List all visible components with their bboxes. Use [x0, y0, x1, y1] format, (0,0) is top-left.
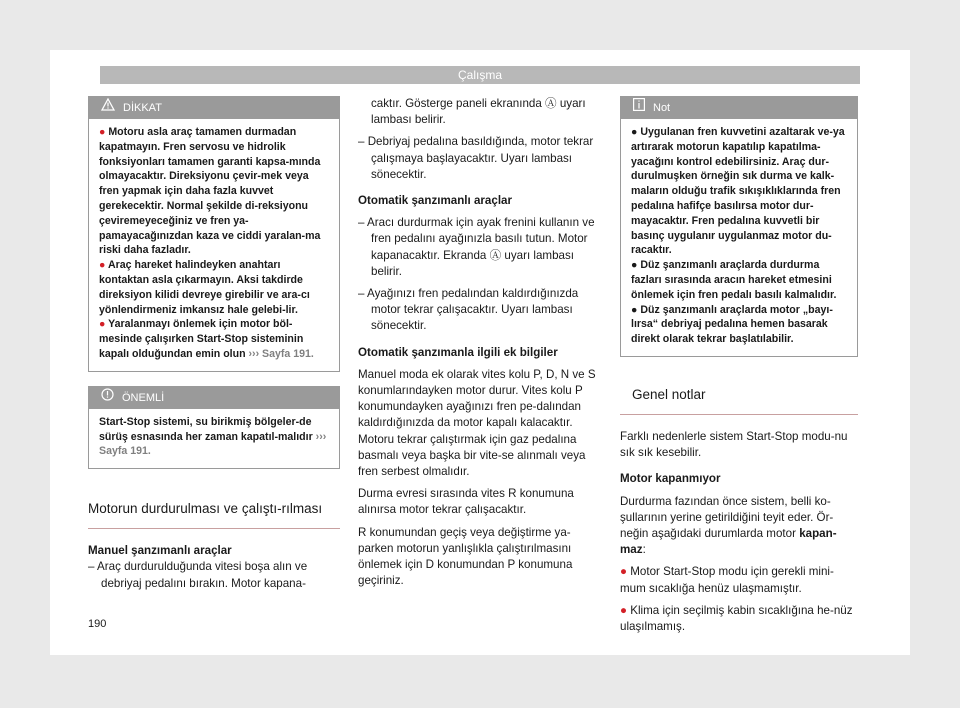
column-1	[88, 96, 340, 592]
bullet-icon: ●	[99, 126, 106, 138]
warning-item: ● Yaralanmayı önlemek için motor böl-mesinde çalışırken Start-Stop sisteminin kapalı olduğundan emin olun ››› Sayfa 191.	[99, 318, 314, 360]
info-circle-icon	[101, 387, 114, 409]
intro-text: Farklı nedenlerle sistem Start-Stop modu-nu sık sık kesebilir.	[620, 429, 848, 460]
auto-item: – Ayağınızı fren pedalından kaldırdığınızda motor tekrar çalışacaktır. Uyarı lambası sönecektir.	[358, 287, 579, 333]
warning-body	[89, 119, 339, 371]
extra-heading: Otomatik şanzımanla ilgili ek bilgiler	[358, 345, 558, 359]
paragraph: R konumundan geçiş veya değiştirme ya-parken motorun yanlışlıkla çalıştırılmasını önlemek için D konumundan P konumuna geçiriniz.	[358, 525, 573, 588]
shutdown-heading: Motor kapanmıyor	[620, 472, 721, 486]
warning-triangle-icon	[101, 97, 115, 119]
bullet-icon: ●	[631, 303, 638, 316]
paragraph: Durma evresi sırasında vites R konumuna alınırsa motor tekrar çalışacaktır.	[358, 487, 574, 517]
info-icon	[633, 97, 645, 119]
header-title: Çalışma	[457, 68, 502, 82]
manual-item: – Araç durdurulduğunda vitesi boşa alın ve debriyaj pedalını bırakın. Motor kapana-	[88, 560, 308, 590]
note-item: ● Düz şanzımanlı araçlarda durdurma fazları sırasında aracın hareket etmesini önlemek için fren pedalı basılı kalmalıdır.	[631, 259, 837, 301]
note-box	[620, 96, 858, 357]
bullet-icon: ●	[99, 259, 106, 272]
bullet-icon: ●	[99, 318, 106, 331]
warning-item: ● Motoru asla araç tamamen durmadan kapatmayın. Fren servosu ve hidrolik fonksiyonları tamamen garanti kapsa-mında olmayacaktır. Direksiyonu çevir-mek veya fren yapmak için daha fazla kuvvet gerekecektir. Normal şekilde di-reksiyonu çeviremeyeceğiniz ve fren ya-pamayacağınızdan kaza ve ciddi yaralan-ma riski daha fazladır.	[99, 126, 321, 257]
bullet-icon: ●	[620, 565, 628, 579]
note-header	[621, 97, 857, 119]
shutdown-text: Durdurma fazından önce sistem, belli ko-şullarının yerine getirildiğini teyit eder. Ör-neğin aşağıdaki durumlarda motor kapan-maz:	[620, 494, 837, 557]
bullet-icon: ●	[620, 603, 628, 617]
note-body	[621, 119, 857, 356]
note-item: ● Uygulanan fren kuvvetini azaltarak ve-ya artırarak motorun kapatılıp kapatılma-yacağını kontrol edebilirsiniz. Araç dur-durulmuşken örneğin sık durma ve kalk-maların olduğu trafik sıkışıklıklarında fren pedalına hafifçe basılırsa motor dur-mayacaktır. Fren pedalına kuvvetli bir basınç uygulanır uygulanmaz motor du-racaktır.	[631, 126, 845, 257]
auto-heading: Otomatik şanzımanlı araçlar	[358, 194, 513, 208]
important-body: Start-Stop sistemi, su birikmiş bölgeler-de sürüş esnasında her zaman kapatıl-malıdır ››› Sayfa 191.	[99, 415, 327, 458]
important-box	[88, 386, 340, 469]
column-2	[358, 96, 602, 589]
note-item: ● Düz şanzımanlı araçlarda motor „bayı-lırsa“ debriyaj pedalına hemen basarak direkt olarak tekrar başlatılabilir.	[631, 303, 833, 346]
page-link[interactable]: ››› Sayfa 191.	[248, 347, 314, 360]
page-header	[100, 66, 860, 84]
important-label: ÖNEMLİ	[122, 391, 165, 404]
manual-heading: Manuel şanzımanlı araçlar	[88, 544, 232, 558]
important-header	[89, 387, 339, 409]
column-3	[620, 96, 858, 635]
section-title-general: Genel notlar	[620, 377, 858, 415]
warning-box	[88, 96, 340, 372]
continued-text: caktır. Gösterge paneli ekranında Ⓐ uyarı lambası belirir.	[371, 97, 586, 127]
page-link[interactable]: ››› Sayfa 191.	[99, 430, 327, 458]
dash-item: – Debriyaj pedalına basıldığında, motor tekrar çalışmaya başlayacaktır. Uyarı lambası sönecektir.	[358, 135, 594, 181]
bullet-icon: ●	[631, 126, 638, 138]
warning-label: DİKKAT	[123, 102, 162, 114]
warning-header	[89, 97, 339, 119]
general-item: ● Klima için seçilmiş kabin sıcaklığına he-nüz ulaşılmamış.	[620, 603, 853, 633]
section-title: Motorun durdurulması ve çalıştı-rılması	[88, 491, 340, 529]
general-item: ● Motor Start-Stop modu için gerekli mini-mum sıcaklığa henüz ulaşmamıştır.	[620, 565, 834, 595]
auto-item: – Aracı durdurmak için ayak frenini kullanın ve fren pedalını ayağınızla basılı tutun. Motor kapanacaktır. Ekranda Ⓐ uyarı lambası belirir.	[358, 216, 595, 278]
page-number: 190	[88, 618, 107, 630]
warning-item: ● Araç hareket halindeyken anahtarı kontaktan asla çıkarmayın. Aksi takdirde direksiyon kilidi devreye girebilir ve ara-cı yönlendirmeniz imkansız hale gelebi-lir.	[99, 259, 310, 316]
note-label: Not	[653, 102, 671, 114]
bullet-icon: ●	[631, 259, 638, 272]
paragraph: Manuel moda ek olarak vites kolu P, D, N ve S konumlarındayken motor durur. Vites kolu P konumundayken ayağınızı fren pe-dalından kaldırdığınızda da motor kapalı kalacaktır. Motoru tekrar çalıştırmak için gaz pedalına basmalı veya başka bir vite-se alınmalı veya fren serbest olmalıdır.	[358, 367, 596, 479]
